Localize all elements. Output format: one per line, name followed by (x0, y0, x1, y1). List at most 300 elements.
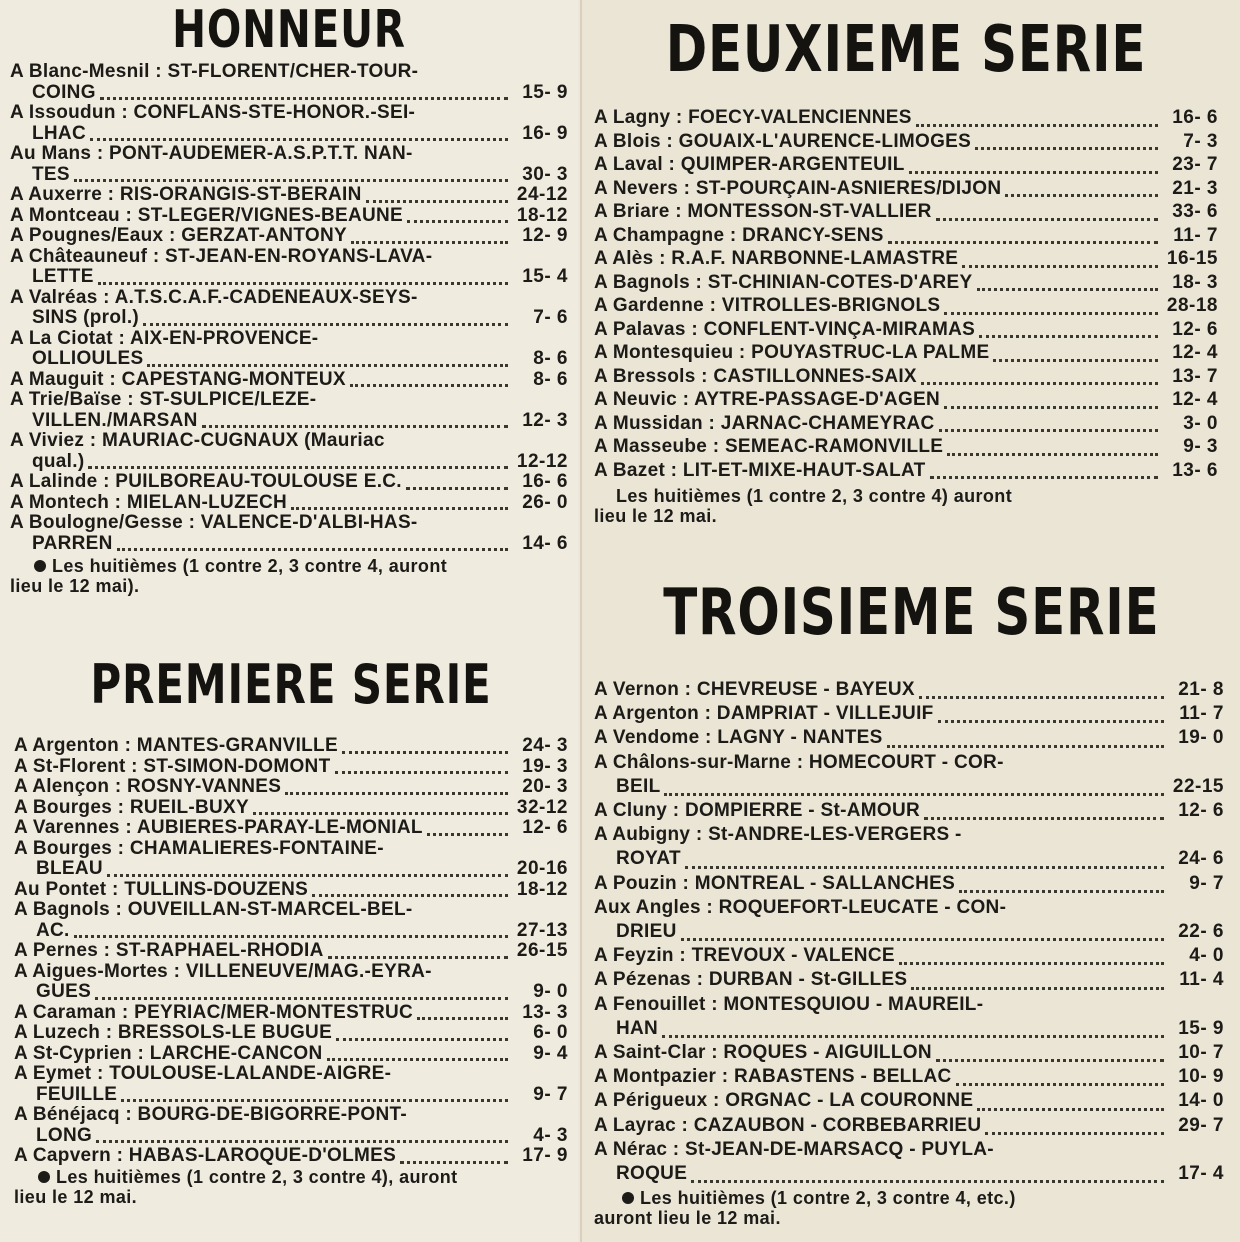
match-text: A Bressols : CASTILLONNES-SAIX (594, 365, 917, 387)
match-score: 15- 9 (522, 82, 568, 103)
result-row (14, 941, 568, 962)
match-text: Au Pontet : TULLINS-DOUZENS (14, 879, 309, 900)
match-score: 14- 6 (522, 533, 568, 554)
result-row (14, 1023, 568, 1044)
match-text: A Pougnes/Eaux : GERZAT-ANTONY (10, 226, 347, 246)
result-row (594, 153, 1218, 177)
match-text: A Viviez : MAURIAC-CUGNAUX (Mauriac (10, 431, 385, 451)
result-row (14, 900, 568, 921)
section-title: DEUXIEME SERIE (665, 13, 1147, 87)
dot-leader (985, 1132, 1164, 1135)
match-score: 26-15 (516, 941, 568, 961)
dot-leader (977, 288, 1159, 291)
result-row (14, 880, 568, 901)
dot-leader (406, 487, 508, 490)
dot-leader (96, 1140, 508, 1143)
result-row (10, 370, 568, 391)
match-score: 20-16 (516, 859, 568, 879)
section-troisieme (594, 570, 1224, 1228)
match-text: A Mussidan : JARNAC-CHAMEYRAC (594, 412, 935, 434)
match-text: A Briare : MONTESSON-ST-VALLIER (594, 201, 932, 222)
match-text: A Fenouillet : MONTESQUIOU - MAUREIL- (594, 993, 984, 1015)
result-row (594, 847, 1224, 871)
bullet-icon (622, 1192, 634, 1204)
dot-leader (681, 938, 1164, 941)
result-row (10, 513, 568, 534)
result-row (594, 678, 1224, 702)
results-list (10, 62, 568, 554)
dot-leader (98, 282, 508, 285)
match-text: A La Ciotat : AIX-EN-PROVENCE- (10, 328, 319, 349)
match-text: A Bagnols : ST-CHINIAN-COTES-D'AREY (594, 271, 973, 293)
result-row (10, 83, 568, 104)
dot-leader (335, 771, 509, 774)
match-text: A Montpazier : RABASTENS - BELLAC (594, 1066, 952, 1088)
match-text: A Boulogne/Gesse : VALENCE-D'ALBI-HAS- (10, 513, 418, 533)
dot-leader (944, 312, 1158, 315)
result-row (14, 982, 568, 1003)
dot-leader (291, 507, 508, 510)
result-row (594, 872, 1224, 896)
dot-leader (366, 200, 508, 203)
dot-leader (143, 323, 508, 326)
match-score: 4- 3 (533, 1125, 568, 1146)
dot-leader (916, 124, 1158, 127)
match-text: DRIEU (616, 921, 677, 943)
match-score: 11- 7 (1173, 224, 1218, 246)
match-text: A Palavas : CONFLENT-VINÇA-MIRAMAS (594, 318, 976, 340)
match-text: A St-Cyprien : LARCHE-CANCON (14, 1043, 323, 1064)
match-text: A Bazet : LIT-ET-MIXE-HAUT-SALAT (594, 459, 926, 481)
match-score: 12-12 (516, 451, 568, 472)
dot-leader (977, 1108, 1164, 1111)
match-score: 23- 7 (1172, 154, 1218, 175)
dot-leader (685, 866, 1164, 869)
result-row (594, 920, 1224, 944)
match-score: 12- 6 (522, 818, 568, 838)
result-row (10, 124, 568, 145)
section-title: HONNEUR (172, 0, 406, 60)
result-row (594, 993, 1224, 1017)
result-row (10, 472, 568, 493)
section-title: PREMIERE SERIE (90, 653, 492, 716)
result-row (594, 435, 1218, 459)
match-score: 9- 7 (533, 1084, 568, 1105)
result-row (594, 1138, 1224, 1162)
dot-leader (350, 384, 508, 387)
dot-leader (95, 997, 508, 1000)
match-score: 16- 6 (522, 472, 568, 492)
result-row (14, 798, 568, 819)
dot-leader (147, 364, 508, 367)
match-text: A Aigues-Mortes : VILLENEUVE/MAG.-EYRA- (14, 961, 432, 982)
result-row (14, 736, 568, 757)
match-text: A Caraman : PEYRIAC/MER-MONTESTRUC (14, 1002, 414, 1023)
dot-leader (74, 179, 508, 182)
match-text: TES (32, 164, 70, 185)
match-score: 12- 4 (1172, 342, 1218, 363)
match-text: A Trie/Baïse : ST-SULPICE/LEZE- (10, 390, 317, 410)
match-text: A Vendome : LAGNY - NANTES (594, 727, 883, 749)
results-list (14, 736, 568, 1167)
result-row (594, 944, 1224, 968)
note-line-2: lieu le 12 mai). (10, 576, 140, 596)
match-text: A Montech : MIELAN-LUZECH (10, 492, 287, 513)
dot-leader (90, 138, 508, 141)
match-score: 12- 9 (522, 226, 568, 246)
note-line-2: lieu le 12 mai. (594, 506, 718, 526)
match-text: A Capvern : HABAS-LAROQUE-D'OLMES (14, 1146, 397, 1166)
results-list (594, 106, 1218, 482)
match-text: A Bénéjacq : BOURG-DE-BIGORRE-PONT- (14, 1105, 407, 1125)
match-score: 7- 6 (533, 308, 568, 328)
result-row (594, 968, 1224, 992)
dot-leader (888, 241, 1158, 244)
match-text: A Varennes : AUBIERES-PARAY-LE-MONIAL (14, 818, 423, 838)
result-row (594, 702, 1224, 726)
dot-leader (342, 751, 508, 754)
match-text: A Layrac : CAZAUBON - CORBEBARRIEU (594, 1114, 982, 1136)
dot-leader (936, 218, 1158, 221)
match-text: A Alençon : ROSNY-VANNES (14, 777, 282, 797)
match-text: A Blois : GOUAIX-L'AURENCE-LIMOGES (594, 130, 972, 152)
dot-leader (202, 425, 508, 428)
match-text: OLLIOULES (32, 349, 144, 369)
match-score: 18-12 (516, 879, 568, 900)
match-score: 9- 3 (1183, 436, 1218, 457)
note-line-2: lieu le 12 mai. (14, 1186, 138, 1207)
result-row (594, 1162, 1224, 1186)
dot-leader (979, 335, 1158, 338)
dot-leader (117, 548, 508, 551)
result-row (14, 1003, 568, 1024)
dot-leader (662, 1035, 1164, 1038)
match-text: A Alès : R.A.F. NARBONNE-LAMASTRE (594, 248, 959, 269)
match-score: 7- 3 (1183, 130, 1218, 152)
result-row (594, 341, 1218, 365)
match-score: 27-13 (516, 920, 568, 941)
result-row (594, 365, 1218, 389)
match-score: 12- 6 (1172, 318, 1218, 340)
match-score: 16- 6 (1172, 107, 1218, 128)
result-row (594, 775, 1224, 799)
result-row (14, 757, 568, 778)
result-row (10, 206, 568, 227)
result-row (594, 388, 1218, 412)
match-text: FEUILLE (36, 1084, 118, 1105)
result-row (10, 267, 568, 288)
match-text: qual.) (32, 451, 85, 472)
match-score: 12- 4 (1172, 389, 1218, 410)
section-deuxieme (594, 10, 1218, 526)
dot-leader (919, 696, 1164, 699)
match-text: A Aubigny : St-ANDRE-LES-VERGERS - (594, 824, 962, 846)
section-honneur (10, 0, 568, 596)
match-score: 19- 3 (522, 756, 568, 777)
match-text: A Pouzin : MONTREAL - SALLANCHES (594, 872, 956, 894)
match-text: A Valréas : A.T.S.C.A.F.-CADENEAUX-SEYS- (10, 287, 418, 308)
match-text: A Vernon : CHEVREUSE - BAYEUX (594, 679, 915, 700)
result-row (594, 271, 1218, 295)
dot-leader (956, 1083, 1164, 1086)
section-note (10, 556, 568, 596)
match-text: ROYAT (616, 848, 681, 870)
match-score: 21- 8 (1178, 679, 1224, 700)
result-row (14, 1085, 568, 1106)
dot-leader (121, 1099, 508, 1102)
result-row (10, 493, 568, 514)
match-text: A Bourges : RUEIL-BUXY (14, 797, 249, 818)
left-column (0, 0, 578, 1242)
result-row (10, 411, 568, 432)
result-row (594, 224, 1218, 248)
match-score: 9- 4 (533, 1043, 568, 1064)
match-score: 6- 0 (533, 1023, 568, 1043)
dot-leader (312, 894, 508, 897)
result-row (14, 1064, 568, 1085)
result-row (14, 1146, 568, 1167)
match-text: A Montesquieu : POUYASTRUC-LA PALME (594, 342, 990, 363)
note-line-1: Les huitièmes (1 contre 2, 3 contre 4), auront (56, 1166, 458, 1187)
section-title: TROISIEME SERIE (663, 576, 1160, 650)
match-text: GUES (36, 982, 92, 1002)
result-row (14, 921, 568, 942)
bullet-icon (34, 560, 46, 572)
result-row (10, 226, 568, 247)
match-text: A Issoudun : CONFLANS-STE-HONOR.-SEI- (10, 103, 416, 123)
match-score: 29- 7 (1178, 1114, 1224, 1136)
match-text: A Neuvic : AYTRE-PASSAGE-D'AGEN (594, 389, 941, 410)
result-row (10, 288, 568, 309)
match-score: 10- 9 (1178, 1066, 1224, 1088)
result-row (594, 247, 1218, 271)
match-score: 18- 3 (1172, 271, 1218, 293)
match-score: 15- 9 (1178, 1017, 1224, 1039)
result-row (594, 459, 1218, 483)
result-row (594, 799, 1224, 823)
match-text: A Pézenas : DURBAN - St-GILLES (594, 969, 908, 991)
match-text: PARREN (32, 533, 113, 554)
match-text: A Argenton : DAMPRIAT - VILLEJUIF (594, 703, 934, 725)
match-score: 22- 6 (1178, 921, 1224, 943)
dot-leader (285, 792, 508, 795)
match-text: A Montceau : ST-LEGER/VIGNES-BEAUNE (10, 205, 403, 226)
dot-leader (924, 817, 1164, 820)
dot-leader (887, 745, 1164, 748)
match-text: Au Mans : PONT-AUDEMER-A.S.P.T.T. NAN- (10, 144, 413, 164)
match-text: Aux Angles : ROQUEFORT-LEUCATE - CON- (594, 896, 1007, 918)
match-text: COING (32, 82, 96, 103)
dot-leader (327, 1058, 508, 1061)
note-line-1: Les huitièmes (1 contre 2, 3 contre 4, etc.) (640, 1188, 1016, 1209)
match-text: LETTE (32, 267, 94, 287)
result-row (10, 534, 568, 555)
dot-leader (944, 406, 1158, 409)
dot-leader (930, 476, 1158, 479)
match-text: A Luzech : BRESSOLS-LE BUGUE (14, 1023, 333, 1043)
match-score: 32-12 (516, 797, 568, 818)
result-row (10, 308, 568, 329)
dot-leader (899, 962, 1164, 965)
dot-leader (993, 359, 1158, 362)
result-row (10, 103, 568, 124)
match-score: 16-15 (1166, 248, 1218, 269)
match-score: 8- 6 (533, 369, 568, 390)
match-score: 9- 7 (1189, 872, 1224, 894)
match-score: 24- 6 (1178, 848, 1224, 870)
dot-leader (975, 147, 1158, 150)
section-note (594, 1188, 1224, 1228)
match-text: A Nérac : St-JEAN-DE-MARSACQ - PUYLA- (594, 1138, 994, 1160)
match-score: 10- 7 (1178, 1042, 1224, 1064)
note-line-1: Les huitièmes (1 contre 2, 3 contre 4) auront (616, 486, 1013, 506)
match-score: 11- 7 (1179, 703, 1224, 725)
section-note (594, 486, 1218, 526)
match-score: 22-15 (1172, 775, 1224, 797)
dot-leader (253, 812, 508, 815)
match-score: 12- 3 (522, 410, 568, 431)
match-text: AC. (36, 920, 70, 941)
result-row (14, 1105, 568, 1126)
result-row (10, 144, 568, 165)
result-row (10, 431, 568, 452)
match-text: A Lalinde : PUILBOREAU-TOULOUSE E.C. (10, 472, 402, 492)
result-row (14, 962, 568, 983)
result-row (10, 247, 568, 268)
match-score: 12- 6 (1178, 800, 1224, 822)
match-score: 11- 4 (1179, 969, 1224, 991)
match-text: ROQUE (616, 1163, 688, 1185)
result-row (594, 106, 1218, 130)
dot-leader (962, 265, 1158, 268)
match-text: A Châteauneuf : ST-JEAN-EN-ROYANS-LAVA- (10, 246, 433, 267)
match-text: A Argenton : MANTES-GRANVILLE (14, 736, 338, 756)
match-text: A Masseube : SEMEAC-RAMONVILLE (594, 436, 944, 457)
match-score: 13- 3 (522, 1002, 568, 1023)
dot-leader (100, 97, 508, 100)
dot-leader (947, 453, 1158, 456)
dot-leader (664, 793, 1164, 796)
dot-leader (107, 874, 508, 877)
result-row (10, 390, 568, 411)
dot-leader (407, 220, 508, 223)
dot-leader (328, 956, 508, 959)
section-premiere (14, 650, 568, 1207)
result-row (14, 1044, 568, 1065)
match-text: A Châlons-sur-Marne : HOMECOURT - COR- (594, 751, 1004, 773)
match-score: 17- 4 (1178, 1163, 1224, 1185)
match-text: A Saint-Clar : ROQUES - AIGUILLON (594, 1042, 932, 1064)
result-row (594, 1114, 1224, 1138)
result-row (14, 839, 568, 860)
result-row (594, 1041, 1224, 1065)
match-text: LHAC (32, 123, 86, 144)
match-score: 9- 0 (533, 982, 568, 1002)
dot-leader (351, 241, 508, 244)
match-text: LONG (36, 1125, 93, 1146)
result-row (594, 412, 1218, 436)
match-text: A St-Florent : ST-SIMON-DOMONT (14, 756, 331, 777)
result-row (594, 130, 1218, 154)
result-row (14, 818, 568, 839)
dot-leader (336, 1038, 508, 1041)
match-text: A Bourges : CHAMALIERES-FONTAINE- (14, 838, 384, 859)
result-row (594, 200, 1218, 224)
result-row (594, 823, 1224, 847)
result-row (10, 452, 568, 473)
match-score: 14- 0 (1178, 1090, 1224, 1112)
match-score: 18-12 (516, 205, 568, 226)
section-note (14, 1167, 568, 1207)
bullet-icon (38, 1171, 50, 1183)
match-score: 15- 4 (522, 267, 568, 287)
match-text: A Périgueux : ORGNAC - LA COURONNE (594, 1090, 974, 1112)
match-text: HAN (616, 1017, 659, 1039)
dot-leader (427, 833, 508, 836)
match-score: 20- 3 (522, 777, 568, 797)
dot-leader (691, 1180, 1164, 1183)
dot-leader (936, 1059, 1164, 1062)
result-row (10, 165, 568, 186)
result-row (14, 859, 568, 880)
match-text: A Blanc-Mesnil : ST-FLORENT/CHER-TOUR- (10, 62, 419, 82)
match-text: A Feyzin : TREVOUX - VALENCE (594, 945, 895, 967)
dot-leader (1005, 194, 1158, 197)
dot-leader (959, 890, 1164, 893)
match-text: A Pernes : ST-RAPHAEL-RHODIA (14, 941, 324, 961)
result-row (594, 751, 1224, 775)
match-score: 16- 9 (522, 123, 568, 144)
result-row (594, 294, 1218, 318)
match-score: 4- 0 (1189, 945, 1224, 967)
dot-leader (74, 935, 508, 938)
right-column (580, 0, 1240, 1242)
match-score: 17- 9 (522, 1146, 568, 1166)
match-text: A Gardenne : VITROLLES-BRIGNOLS (594, 295, 941, 316)
match-text: A Nevers : ST-POURÇAIN-ASNIERES/DIJON (594, 177, 1002, 199)
note-line-2: auront lieu le 12 mai. (594, 1208, 781, 1229)
match-text: A Bagnols : OUVEILLAN-ST-MARCEL-BEL- (14, 900, 413, 920)
result-row (594, 1089, 1224, 1113)
match-score: 21- 3 (1172, 177, 1218, 199)
dot-leader (417, 1017, 508, 1020)
dot-leader (400, 1161, 508, 1164)
dot-leader (909, 171, 1158, 174)
dot-leader (938, 720, 1164, 723)
result-row (14, 777, 568, 798)
dot-leader (88, 466, 508, 469)
match-text: A Mauguit : CAPESTANG-MONTEUX (10, 369, 346, 390)
match-text: A Cluny : DOMPIERRE - St-AMOUR (594, 800, 921, 822)
result-row (14, 1126, 568, 1147)
match-text: VILLEN./MARSAN (32, 410, 198, 431)
match-score: 13- 6 (1172, 459, 1218, 481)
match-score: 13- 7 (1172, 365, 1218, 387)
result-row (594, 896, 1224, 920)
result-row (594, 1017, 1224, 1041)
match-text: A Champagne : DRANCY-SENS (594, 224, 884, 246)
match-score: 30- 3 (522, 164, 568, 185)
match-score: 19- 0 (1178, 727, 1224, 749)
dot-leader (921, 382, 1158, 385)
dot-leader (911, 987, 1164, 990)
match-score: 8- 6 (533, 349, 568, 369)
match-text: BLEAU (36, 859, 103, 879)
result-row (594, 177, 1218, 201)
result-row (10, 349, 568, 370)
match-text: A Laval : QUIMPER-ARGENTEUIL (594, 154, 905, 175)
dot-leader (939, 429, 1158, 432)
